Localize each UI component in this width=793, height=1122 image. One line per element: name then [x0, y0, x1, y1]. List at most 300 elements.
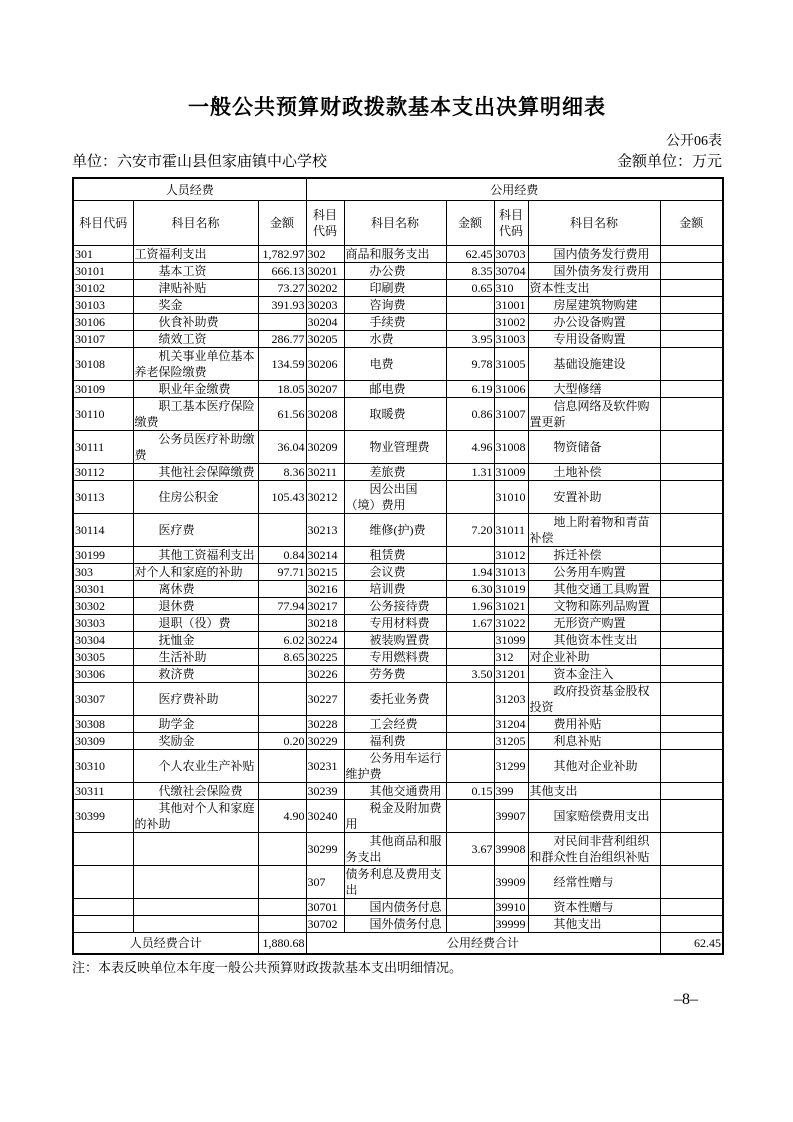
subject-code: 30302 — [73, 598, 133, 615]
subject-code: 30217 — [306, 598, 344, 615]
col-header-subject-code-1: 科目代码 — [73, 201, 133, 246]
subject-name: 拆迁补偿 — [528, 547, 660, 564]
subject-amount: 1.67 — [446, 615, 494, 632]
subject-name: 公务接待费 — [344, 598, 446, 615]
subject-code: 30224 — [306, 632, 344, 649]
amount-unit-label: 金额单位：万元 — [616, 154, 722, 170]
meta-line — [72, 152, 722, 172]
subject-amount: 391.93 — [258, 297, 306, 314]
subject-name: 商品和服务支出 — [344, 246, 446, 263]
subject-code: 31011 — [494, 514, 528, 547]
subject-name: 对企业补助 — [528, 649, 660, 666]
subject-amount: 3.67 — [446, 833, 494, 866]
subject-amount — [446, 632, 494, 649]
subject-code: 30703 — [494, 246, 528, 263]
subject-amount — [446, 314, 494, 331]
subject-code: 30202 — [306, 280, 344, 297]
subject-name: 会议费 — [344, 564, 446, 581]
subject-name: 培训费 — [344, 581, 446, 598]
col-header-subject-code-2: 科目代码 — [306, 201, 344, 246]
subject-amount — [660, 598, 723, 615]
subject-amount — [660, 381, 723, 398]
subject-code — [73, 866, 133, 899]
subject-code: 30231 — [306, 750, 344, 783]
subject-code: 30214 — [306, 547, 344, 564]
subject-code: 399 — [494, 783, 528, 800]
subject-name: 委托业务费 — [344, 683, 446, 716]
subject-amount: 18.05 — [258, 381, 306, 398]
subject-name: 国内债务发行费用 — [528, 246, 660, 263]
subject-code: 307 — [306, 866, 344, 899]
subject-amount — [660, 833, 723, 866]
subject-code: 31203 — [494, 683, 528, 716]
subject-name: 安置补助 — [528, 481, 660, 514]
subject-code: 31013 — [494, 564, 528, 581]
subject-amount — [660, 581, 723, 598]
subject-amount — [660, 733, 723, 750]
table-row — [73, 348, 723, 381]
subject-name: 生活补助 — [133, 649, 258, 666]
subject-code: 30308 — [73, 716, 133, 733]
subject-code: 30206 — [306, 348, 344, 381]
subject-code: 30304 — [73, 632, 133, 649]
table-row — [73, 899, 723, 916]
subject-code: 30702 — [306, 916, 344, 933]
subject-name: 文物和陈列品购置 — [528, 598, 660, 615]
subject-code: 302 — [306, 246, 344, 263]
subject-name — [133, 916, 258, 933]
subject-name: 经常性赠与 — [528, 866, 660, 899]
subject-amount: 9.78 — [446, 348, 494, 381]
subject-name: 工资福利支出 — [133, 246, 258, 263]
subject-amount — [660, 263, 723, 280]
table-row — [73, 800, 723, 833]
subject-name — [133, 866, 258, 899]
subject-name: 其他交通工具购置 — [528, 581, 660, 598]
subject-amount — [660, 280, 723, 297]
subject-amount — [258, 314, 306, 331]
subject-amount: 0.84 — [258, 547, 306, 564]
subject-amount: 73.27 — [258, 280, 306, 297]
subject-code: 30109 — [73, 381, 133, 398]
subject-name: 职业年金缴费 — [133, 381, 258, 398]
subject-code: 31002 — [494, 314, 528, 331]
page-title: 一般公共预算财政拨款基本支出决算明细表 — [188, 96, 606, 119]
table-row — [73, 783, 723, 800]
subject-code: 30212 — [306, 481, 344, 514]
footnote: 注：本表反映单位本年度一般公共预算财政拨款基本支出明细情况。 — [72, 960, 463, 975]
subject-name: 退职（役）费 — [133, 615, 258, 632]
group-header-row — [73, 178, 723, 201]
subject-code: 30114 — [73, 514, 133, 547]
table-row — [73, 263, 723, 280]
subject-code — [73, 899, 133, 916]
subject-name: 资本性支出 — [528, 280, 660, 297]
subject-code: 30228 — [306, 716, 344, 733]
subject-amount: 1.96 — [446, 598, 494, 615]
subject-code: 30111 — [73, 431, 133, 464]
subject-amount — [258, 916, 306, 933]
table-row — [73, 666, 723, 683]
subject-amount — [660, 246, 723, 263]
subject-amount: 666.13 — [258, 263, 306, 280]
subject-code: 39999 — [494, 916, 528, 933]
subject-amount — [660, 331, 723, 348]
subject-amount — [660, 866, 723, 899]
subject-amount: 8.65 — [258, 649, 306, 666]
subject-amount — [258, 783, 306, 800]
subject-code: 310 — [494, 280, 528, 297]
subject-name: 专用材料费 — [344, 615, 446, 632]
table-row — [73, 398, 723, 431]
subject-name — [133, 899, 258, 916]
subject-name: 其他交通费用 — [344, 783, 446, 800]
subject-amount — [660, 649, 723, 666]
subject-amount: 4.96 — [446, 431, 494, 464]
subject-amount — [258, 866, 306, 899]
subject-name: 维修(护)费 — [344, 514, 446, 547]
subject-amount: 0.15 — [446, 783, 494, 800]
subject-name: 抚恤金 — [133, 632, 258, 649]
subject-amount — [660, 666, 723, 683]
subject-amount — [446, 297, 494, 314]
subject-code: 39909 — [494, 866, 528, 899]
table-row — [73, 750, 723, 783]
subject-name: 职工基本医疗保险缴费 — [133, 398, 258, 431]
expenditure-detail-table — [72, 177, 724, 955]
subject-name: 代缴社会保险费 — [133, 783, 258, 800]
subject-code: 30311 — [73, 783, 133, 800]
subject-name: 物资储备 — [528, 431, 660, 464]
subject-code: 30213 — [306, 514, 344, 547]
table-number: 公开06表 — [666, 134, 722, 149]
subject-name: 利息补贴 — [528, 733, 660, 750]
table-row — [73, 615, 723, 632]
subject-name: 退休费 — [133, 598, 258, 615]
subject-name: 奖励金 — [133, 733, 258, 750]
subject-name: 福利费 — [344, 733, 446, 750]
subject-name: 机关事业单位基本养老保险缴费 — [133, 348, 258, 381]
subject-amount: 8.35 — [446, 263, 494, 280]
subject-amount — [660, 547, 723, 564]
subject-amount — [258, 581, 306, 598]
subject-name: 其他支出 — [528, 916, 660, 933]
subject-amount — [660, 632, 723, 649]
subject-amount: 36.04 — [258, 431, 306, 464]
col-header-subject-code-3: 科目代码 — [494, 201, 528, 246]
subject-code: 30307 — [73, 683, 133, 716]
subject-amount — [660, 314, 723, 331]
subject-name: 医疗费 — [133, 514, 258, 547]
subject-amount — [446, 899, 494, 916]
subject-code: 31009 — [494, 464, 528, 481]
subject-amount — [446, 866, 494, 899]
subject-amount — [258, 750, 306, 783]
subject-code: 31201 — [494, 666, 528, 683]
subject-code: 30227 — [306, 683, 344, 716]
subject-name: 其他社会保障缴费 — [133, 464, 258, 481]
subject-name: 工会经费 — [344, 716, 446, 733]
subject-amount — [660, 481, 723, 514]
subject-code: 303 — [73, 564, 133, 581]
subject-name: 被装购置费 — [344, 632, 446, 649]
subject-code: 30108 — [73, 348, 133, 381]
subject-name: 其他工资福利支出 — [133, 547, 258, 564]
subject-amount — [446, 649, 494, 666]
subject-name: 资本金注入 — [528, 666, 660, 683]
col-header-subject-name-1: 科目名称 — [133, 201, 258, 246]
subject-code: 30309 — [73, 733, 133, 750]
subject-name: 租赁费 — [344, 547, 446, 564]
table-row — [73, 547, 723, 564]
subject-amount: 1.94 — [446, 564, 494, 581]
subject-code: 30209 — [306, 431, 344, 464]
subject-code: 39907 — [494, 800, 528, 833]
subject-amount — [660, 916, 723, 933]
subject-name — [133, 833, 258, 866]
table-row — [73, 464, 723, 481]
table-row — [73, 280, 723, 297]
subject-amount — [258, 833, 306, 866]
subject-code: 39908 — [494, 833, 528, 866]
subject-code: 31204 — [494, 716, 528, 733]
subject-code: 30201 — [306, 263, 344, 280]
subject-code: 30218 — [306, 615, 344, 632]
subject-amount — [258, 666, 306, 683]
subject-amount — [660, 564, 723, 581]
subject-code: 30112 — [73, 464, 133, 481]
subject-amount — [446, 733, 494, 750]
subject-code: 30399 — [73, 800, 133, 833]
subject-name: 政府投资基金股权投资 — [528, 683, 660, 716]
table-row — [73, 733, 723, 750]
subject-amount — [660, 899, 723, 916]
subject-name: 取暖费 — [344, 398, 446, 431]
subject-code: 31205 — [494, 733, 528, 750]
col-header-amount-3: 金额 — [660, 201, 723, 246]
subject-amount — [446, 716, 494, 733]
subject-amount — [660, 800, 723, 833]
subject-amount: 77.94 — [258, 598, 306, 615]
subject-amount: 7.20 — [446, 514, 494, 547]
table-row — [73, 331, 723, 348]
column-header-row — [73, 201, 723, 246]
subject-name: 专用燃料费 — [344, 649, 446, 666]
subject-amount — [446, 750, 494, 783]
table-row — [73, 632, 723, 649]
subject-amount — [446, 916, 494, 933]
subject-amount: 0.86 — [446, 398, 494, 431]
subject-amount — [660, 464, 723, 481]
subject-amount — [660, 398, 723, 431]
subject-amount: 0.65 — [446, 280, 494, 297]
subject-amount: 97.71 — [258, 564, 306, 581]
subject-name: 对个人和家庭的补助 — [133, 564, 258, 581]
subject-name: 邮电费 — [344, 381, 446, 398]
subject-code: 30204 — [306, 314, 344, 331]
subject-code: 301 — [73, 246, 133, 263]
subject-amount — [660, 615, 723, 632]
table-row — [73, 683, 723, 716]
subject-amount — [660, 297, 723, 314]
subject-code: 312 — [494, 649, 528, 666]
table-row — [73, 297, 723, 314]
subject-name: 救济费 — [133, 666, 258, 683]
personnel-total-value: 1,880.68 — [258, 933, 306, 955]
subject-code: 30239 — [306, 783, 344, 800]
subject-name: 办公设备购置 — [528, 314, 660, 331]
public-total-value: 62.45 — [660, 933, 723, 955]
subject-name: 地上附着物和青苗补偿 — [528, 514, 660, 547]
subject-name: 离休费 — [133, 581, 258, 598]
subject-code: 30310 — [73, 750, 133, 783]
subject-amount: 134.59 — [258, 348, 306, 381]
subject-name: 大型修缮 — [528, 381, 660, 398]
subject-amount — [258, 716, 306, 733]
table-row — [73, 514, 723, 547]
personnel-total-label: 人员经费合计 — [73, 933, 258, 955]
subject-amount — [660, 348, 723, 381]
table-row — [73, 381, 723, 398]
subject-code: 30205 — [306, 331, 344, 348]
subject-amount — [446, 481, 494, 514]
subject-name: 国内债务付息 — [344, 899, 446, 916]
subject-name: 其他资本性支出 — [528, 632, 660, 649]
table-row — [73, 598, 723, 615]
subject-amount — [660, 783, 723, 800]
subject-name: 助学金 — [133, 716, 258, 733]
subject-code: 31022 — [494, 615, 528, 632]
subject-name: 税金及附加费用 — [344, 800, 446, 833]
subject-amount — [660, 750, 723, 783]
subject-amount: 6.02 — [258, 632, 306, 649]
subject-name: 其他商品和服务支出 — [344, 833, 446, 866]
subject-code: 30305 — [73, 649, 133, 666]
subject-code: 31001 — [494, 297, 528, 314]
subject-amount: 4.90 — [258, 800, 306, 833]
subject-name: 奖金 — [133, 297, 258, 314]
subject-name: 住房公积金 — [133, 481, 258, 514]
subject-name: 伙食补助费 — [133, 314, 258, 331]
subject-code: 31010 — [494, 481, 528, 514]
subject-amount: 3.50 — [446, 666, 494, 683]
subject-code: 31008 — [494, 431, 528, 464]
subject-code: 30229 — [306, 733, 344, 750]
subject-code: 30225 — [306, 649, 344, 666]
subject-name: 公务用车购置 — [528, 564, 660, 581]
subject-code: 31005 — [494, 348, 528, 381]
subject-code — [73, 916, 133, 933]
page-number: –8– — [674, 991, 698, 1008]
subject-amount: 61.56 — [258, 398, 306, 431]
subject-code: 30203 — [306, 297, 344, 314]
table-row — [73, 716, 723, 733]
col-header-amount-1: 金额 — [258, 201, 306, 246]
subject-name: 国外债务发行费用 — [528, 263, 660, 280]
table-row — [73, 916, 723, 933]
subject-code: 31012 — [494, 547, 528, 564]
subject-name: 电费 — [344, 348, 446, 381]
subject-amount: 286.77 — [258, 331, 306, 348]
table-row — [73, 581, 723, 598]
subject-code: 30215 — [306, 564, 344, 581]
subject-name: 手续费 — [344, 314, 446, 331]
table-row — [73, 314, 723, 331]
subject-code: 31007 — [494, 398, 528, 431]
subject-name: 国外债务付息 — [344, 916, 446, 933]
subject-name: 水费 — [344, 331, 446, 348]
subject-name: 国家赔偿费用支出 — [528, 800, 660, 833]
subject-name: 印刷费 — [344, 280, 446, 297]
subject-code: 30704 — [494, 263, 528, 280]
table-row — [73, 564, 723, 581]
document-page — [72, 0, 722, 976]
group-header-public: 公用经费 — [306, 178, 723, 201]
subject-amount: 1.31 — [446, 464, 494, 481]
subject-name: 其他支出 — [528, 783, 660, 800]
table-row — [73, 833, 723, 866]
subject-name: 物业管理费 — [344, 431, 446, 464]
subject-code: 30216 — [306, 581, 344, 598]
subject-code: 30199 — [73, 547, 133, 564]
subject-name: 费用补贴 — [528, 716, 660, 733]
table-body — [73, 246, 723, 933]
subject-amount — [446, 800, 494, 833]
subject-code: 30303 — [73, 615, 133, 632]
subject-name: 基础设施建设 — [528, 348, 660, 381]
subject-amount: 1,782.97 — [258, 246, 306, 263]
subject-code: 31003 — [494, 331, 528, 348]
subject-name: 公务员医疗补助缴费 — [133, 431, 258, 464]
subject-amount — [660, 514, 723, 547]
subject-code: 30107 — [73, 331, 133, 348]
subject-amount: 6.30 — [446, 581, 494, 598]
table-row — [73, 431, 723, 464]
subject-code — [73, 833, 133, 866]
subject-name: 咨询费 — [344, 297, 446, 314]
col-header-amount-2: 金额 — [446, 201, 494, 246]
table-row — [73, 481, 723, 514]
table-row — [73, 246, 723, 263]
subject-name: 基本工资 — [133, 263, 258, 280]
subject-amount — [660, 716, 723, 733]
subject-code: 31019 — [494, 581, 528, 598]
subject-amount: 6.19 — [446, 381, 494, 398]
subject-code: 31299 — [494, 750, 528, 783]
subject-code: 30301 — [73, 581, 133, 598]
subject-amount — [258, 683, 306, 716]
subject-code: 31006 — [494, 381, 528, 398]
subject-amount — [446, 683, 494, 716]
subject-name: 劳务费 — [344, 666, 446, 683]
subject-amount — [660, 431, 723, 464]
subject-name: 个人农业生产补贴 — [133, 750, 258, 783]
subject-code: 30211 — [306, 464, 344, 481]
subject-code: 31021 — [494, 598, 528, 615]
group-header-personnel: 人员经费 — [73, 178, 306, 201]
subject-code: 30102 — [73, 280, 133, 297]
subject-name: 因公出国（境）费用 — [344, 481, 446, 514]
subject-amount: 62.45 — [446, 246, 494, 263]
subject-code: 30207 — [306, 381, 344, 398]
subject-code: 30103 — [73, 297, 133, 314]
subject-code: 30106 — [73, 314, 133, 331]
subject-name: 其他对企业补助 — [528, 750, 660, 783]
subject-name: 房屋建筑物购建 — [528, 297, 660, 314]
subject-code: 39910 — [494, 899, 528, 916]
subject-code: 30208 — [306, 398, 344, 431]
subject-name: 信息网络及软件购置更新 — [528, 398, 660, 431]
